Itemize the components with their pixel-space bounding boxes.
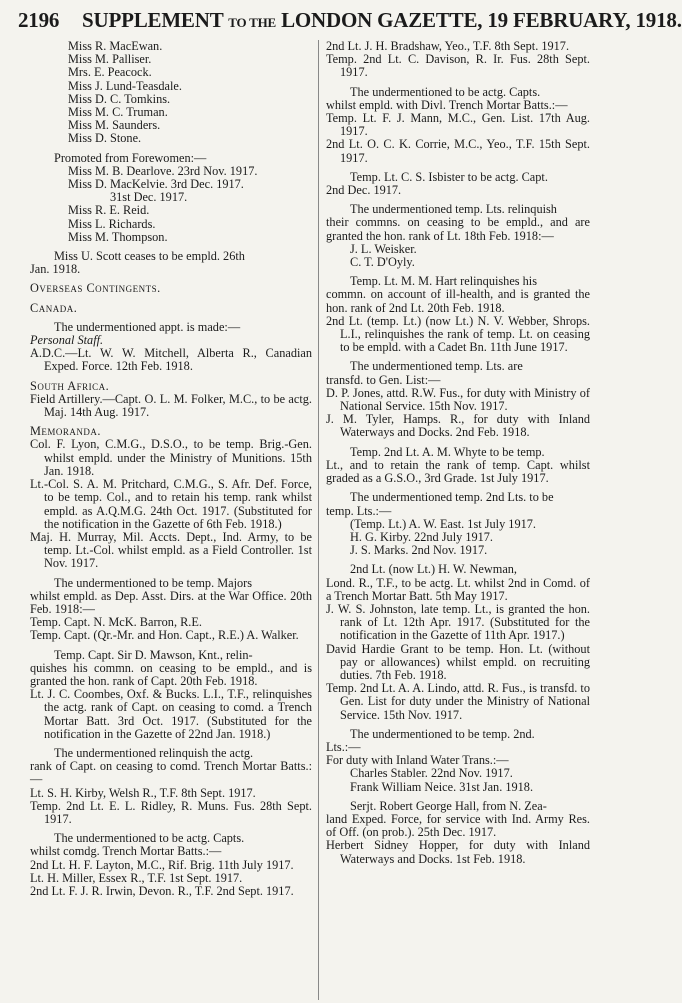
text-line: South Africa. <box>30 378 110 393</box>
text-line: Promoted from Forewomen:— <box>54 150 207 165</box>
text-line: Temp. Capt. (Qr.-Mr. and Hon. Capt., R.E.) A. Walker. <box>30 628 299 643</box>
text-line: Lt.-Col. S. A. M. Pritchard, C.M.G., S. Afr. Def. Force, to be temp. Col., and to retain his temp. rank whilst empld. as A.Q.M.G. 24th Oct. 1917. (Substituted for the notification in the Gazette of 6th Feb. 1918.) <box>30 477 312 531</box>
text-line: The undermentioned to be temp. 2nd. <box>350 726 535 741</box>
text-line: J. L. Weisker. <box>350 241 417 256</box>
text-line: Miss M. C. Truman. <box>68 105 168 120</box>
text-line: The undermentioned appt. is made:— <box>54 319 241 334</box>
text-line: D. P. Jones, attd. R.W. Fus., for duty with Ministry of National Service. 15th Nov. 1917. <box>326 385 590 414</box>
text-line: (Temp. Lt.) A. W. East. 1st July 1917. <box>350 516 536 531</box>
text-line: 2nd Lt. H. F. Layton, M.C., Rif. Brig. 11th July 1917. <box>30 857 294 872</box>
text-line: Temp. Capt. Sir D. Mawson, Knt., relin- <box>54 647 253 662</box>
text-line: Maj. H. Murray, Mil. Accts. Dept., Ind. Army, to be temp. Lt.-Col. whilst empld. as a Field Controller. 1st Nov. 1917. <box>30 529 312 571</box>
text-line: Miss M. Saunders. <box>68 118 161 133</box>
text-line: whilst empld. with Divl. Trench Mortar Batts.:— <box>326 97 568 112</box>
text-line: land Exped. Force, for service with Ind. Army Res. of Off. (on prob.). 25th Dec. 1917. <box>326 811 590 840</box>
text-line: 2nd Lt. (now Lt.) H. W. Newman, <box>350 562 518 577</box>
text-line: 31st Dec. 1917. <box>110 190 188 205</box>
text-line: Lt. J. C. Coombes, Oxf. & Bucks. L.I., T.F., relinquishes the actg. rank of Capt. on ceasing to comd. a Trench Mortar Batt. 3rd Oct. 1917. (Substituted for the notification in the Gazette of 22nd Jan. 1918.) <box>30 687 312 741</box>
text-line: Miss L. Richards. <box>68 216 156 231</box>
text-line: Temp. 2nd Lt. C. Davison, R. Ir. Fus. 28th Sept. 1917. <box>326 52 590 80</box>
text-line: Personal Staff. <box>30 333 104 348</box>
text-line: Lt. H. Miller, Essex R., T.F. 1st Sept. 1917. <box>30 870 243 885</box>
text-line: Charles Stabler. 22nd Nov. 1917. <box>350 766 513 781</box>
text-line: their commns. on ceasing to be empld., and are granted the hon. rank of Lt. 18th Feb. 1918:— <box>326 215 590 243</box>
text-line: Herbert Sidney Hopper, for duty with Inland Waterways and Docks. 1st Feb. 1918. <box>326 838 590 866</box>
text-line: Temp. Lt. F. J. Mann, M.C., Gen. List. 17th Aug. 1917. <box>326 111 590 139</box>
text-line: Temp. Lt. M. M. Hart relinquishes his <box>350 274 537 289</box>
text-line: Miss R. MacEwan. <box>68 39 163 53</box>
text-line: Miss J. Lund-Teasdale. <box>68 78 182 93</box>
text-line: The undermentioned temp. Lts. are <box>350 359 523 374</box>
text-line: Memoranda. <box>30 424 102 439</box>
text-line: Temp. 2nd Lt. A. M. Whyte to be temp. <box>350 444 545 459</box>
right-column <box>326 40 590 866</box>
text-line: The undermentioned temp. 2nd Lts. to be <box>350 490 554 505</box>
text-line: Frank William Neice. 31st Jan. 1918. <box>350 779 534 794</box>
text-line: A.D.C.—Lt. W. W. Mitchell, Alberta R., Canadian Exped. Force. 12th Feb. 1918. <box>30 346 312 374</box>
text-line: The undermentioned to be actg. Capts. <box>350 84 541 99</box>
text-line: Lt. S. H. Kirby, Welsh R., T.F. 8th Sept. 1917. <box>30 785 256 800</box>
text-line: 2nd Lt. O. C. K. Corrie, M.C., Yeo., T.F. 15th Sept. 1917. <box>326 137 590 165</box>
text-line: 2nd Lt. F. J. R. Irwin, Devon. R., T.F. 2nd Sept. 1917. <box>30 883 294 898</box>
left-column <box>30 40 312 898</box>
title-part-2: LONDON GAZETTE, 19 FEBRUARY, 1918. <box>281 8 682 32</box>
text-line: Temp. 2nd Lt. E. L. Ridley, R. Muns. Fus. 28th Sept. 1917. <box>30 798 312 826</box>
text-line: 2nd Dec. 1917. <box>326 183 402 198</box>
text-line: Miss M. B. Dearlove. 23rd Nov. 1917. <box>68 163 258 178</box>
text-line: Miss D. C. Tomkins. <box>68 91 171 106</box>
text-line: Miss R. E. Reid. <box>68 203 150 218</box>
text-line: Temp. Capt. N. McK. Barron, R.E. <box>30 615 202 630</box>
text-line: Lt., and to retain the rank of temp. Capt. whilst graded as a G.S.O., 3rd Grade. 1st July 1917. <box>326 457 590 486</box>
text-line: rank of Capt. on ceasing to comd. Trench Mortar Batts.:— <box>30 759 312 787</box>
text-line: C. T. D'Oyly. <box>350 255 415 270</box>
title-connector: TO THE <box>228 15 277 30</box>
text-line: The undermentioned to be temp. Majors <box>54 575 253 590</box>
text-line: temp. Lts.:— <box>326 503 392 518</box>
text-line: The undermentioned temp. Lts. relinquish <box>350 202 557 217</box>
text-line: commn. on account of ill-health, and is granted the hon. rank of 2nd Lt. 20th Feb. 1918. <box>326 287 590 315</box>
title-part-1: SUPPLEMENT <box>82 8 224 32</box>
text-line: Temp. Lt. C. S. Isbister to be actg. Capt. <box>350 169 548 184</box>
page-number: 2196 <box>18 8 60 32</box>
text-line: Miss D. Stone. <box>68 131 142 146</box>
gazette-title <box>82 8 682 33</box>
text-line: Field Artillery.—Capt. O. L. M. Folker, M.C., to be actg. Maj. 14th Aug. 1917. <box>30 391 312 420</box>
page-header <box>18 6 682 36</box>
text-line: H. G. Kirby. 22nd July 1917. <box>350 529 494 544</box>
text-line: Jan. 1918. <box>30 262 81 277</box>
text-line: Miss D. MacKelvie. 3rd Dec. 1917. <box>68 177 244 192</box>
text-line: Col. F. Lyon, C.M.G., D.S.O., to be temp. Brig.-Gen. whilst empld. under the Ministry of Munitions. 15th Jan. 1918. <box>30 437 312 478</box>
text-line: Miss U. Scott ceases to be empld. 26th <box>54 249 245 264</box>
text-line: Mrs. E. Peacock. <box>68 65 152 80</box>
text-line: The undermentioned to be actg. Capts. <box>54 831 245 846</box>
text-line: whilst comdg. Trench Mortar Batts.:— <box>30 844 222 859</box>
text-line: The undermentioned relinquish the actg. <box>54 745 254 760</box>
text-line: Lts.:— <box>326 739 361 754</box>
text-line: For duty with Inland Water Trans.:— <box>326 753 509 768</box>
text-line: 2nd Lt. J. H. Bradshaw, Yeo., T.F. 8th Sept. 1917. <box>326 39 570 53</box>
text-line: transfd. to Gen. List:— <box>326 372 441 387</box>
text-line: Temp. 2nd Lt. A. A. Lindo, attd. R. Fus., is transfd. to Gen. List for duty under the Ministry of National Service. 15th Nov. 1917. <box>326 681 590 722</box>
text-line: Canada. <box>30 300 78 315</box>
text-line: J. W. S. Johnston, late temp. Lt., is granted the hon. rank of Lt. 12th Apr. 1917. (Substituted for the notification in the Gazette of 11th Apr. 1917.) <box>326 601 590 643</box>
text-line: Lond. R., T.F., to be actg. Lt. whilst 2nd in Comd. of a Trench Mortar Batt. 5th May 1917. <box>326 575 590 603</box>
text-line: J. S. Marks. 2nd Nov. 1917. <box>350 543 488 558</box>
text-line: Miss M. Thompson. <box>68 229 168 244</box>
text-line: J. M. Tyler, Hamps. R., for duty with Inland Waterways and Docks. 2nd Feb. 1918. <box>326 412 590 440</box>
text-line: Overseas Contingents. <box>30 281 161 296</box>
text-line: Serjt. Robert George Hall, from N. Zea- <box>350 798 547 813</box>
text-line: Miss M. Palliser. <box>68 52 152 67</box>
column-divider <box>318 40 319 1000</box>
text-line: David Hardie Grant to be temp. Hon. Lt. (without pay or allowances) whilst empld. on recruiting duties. 7th Feb. 1918. <box>326 641 590 682</box>
text-line: 2nd Lt. (temp. Lt.) (now Lt.) N. V. Webber, Shrops. L.I., relinquishes the rank of temp. Lt. on ceasing to be empld. with a Cadet Bn. 11th June 1917. <box>326 313 590 355</box>
text-line: quishes his commn. on ceasing to be empld., and is granted the hon. rank of Capt. 20th Feb. 1918. <box>30 660 312 688</box>
text-line: whilst empld. as Dep. Asst. Dirs. at the War Office. 20th Feb. 1918:— <box>30 588 312 616</box>
